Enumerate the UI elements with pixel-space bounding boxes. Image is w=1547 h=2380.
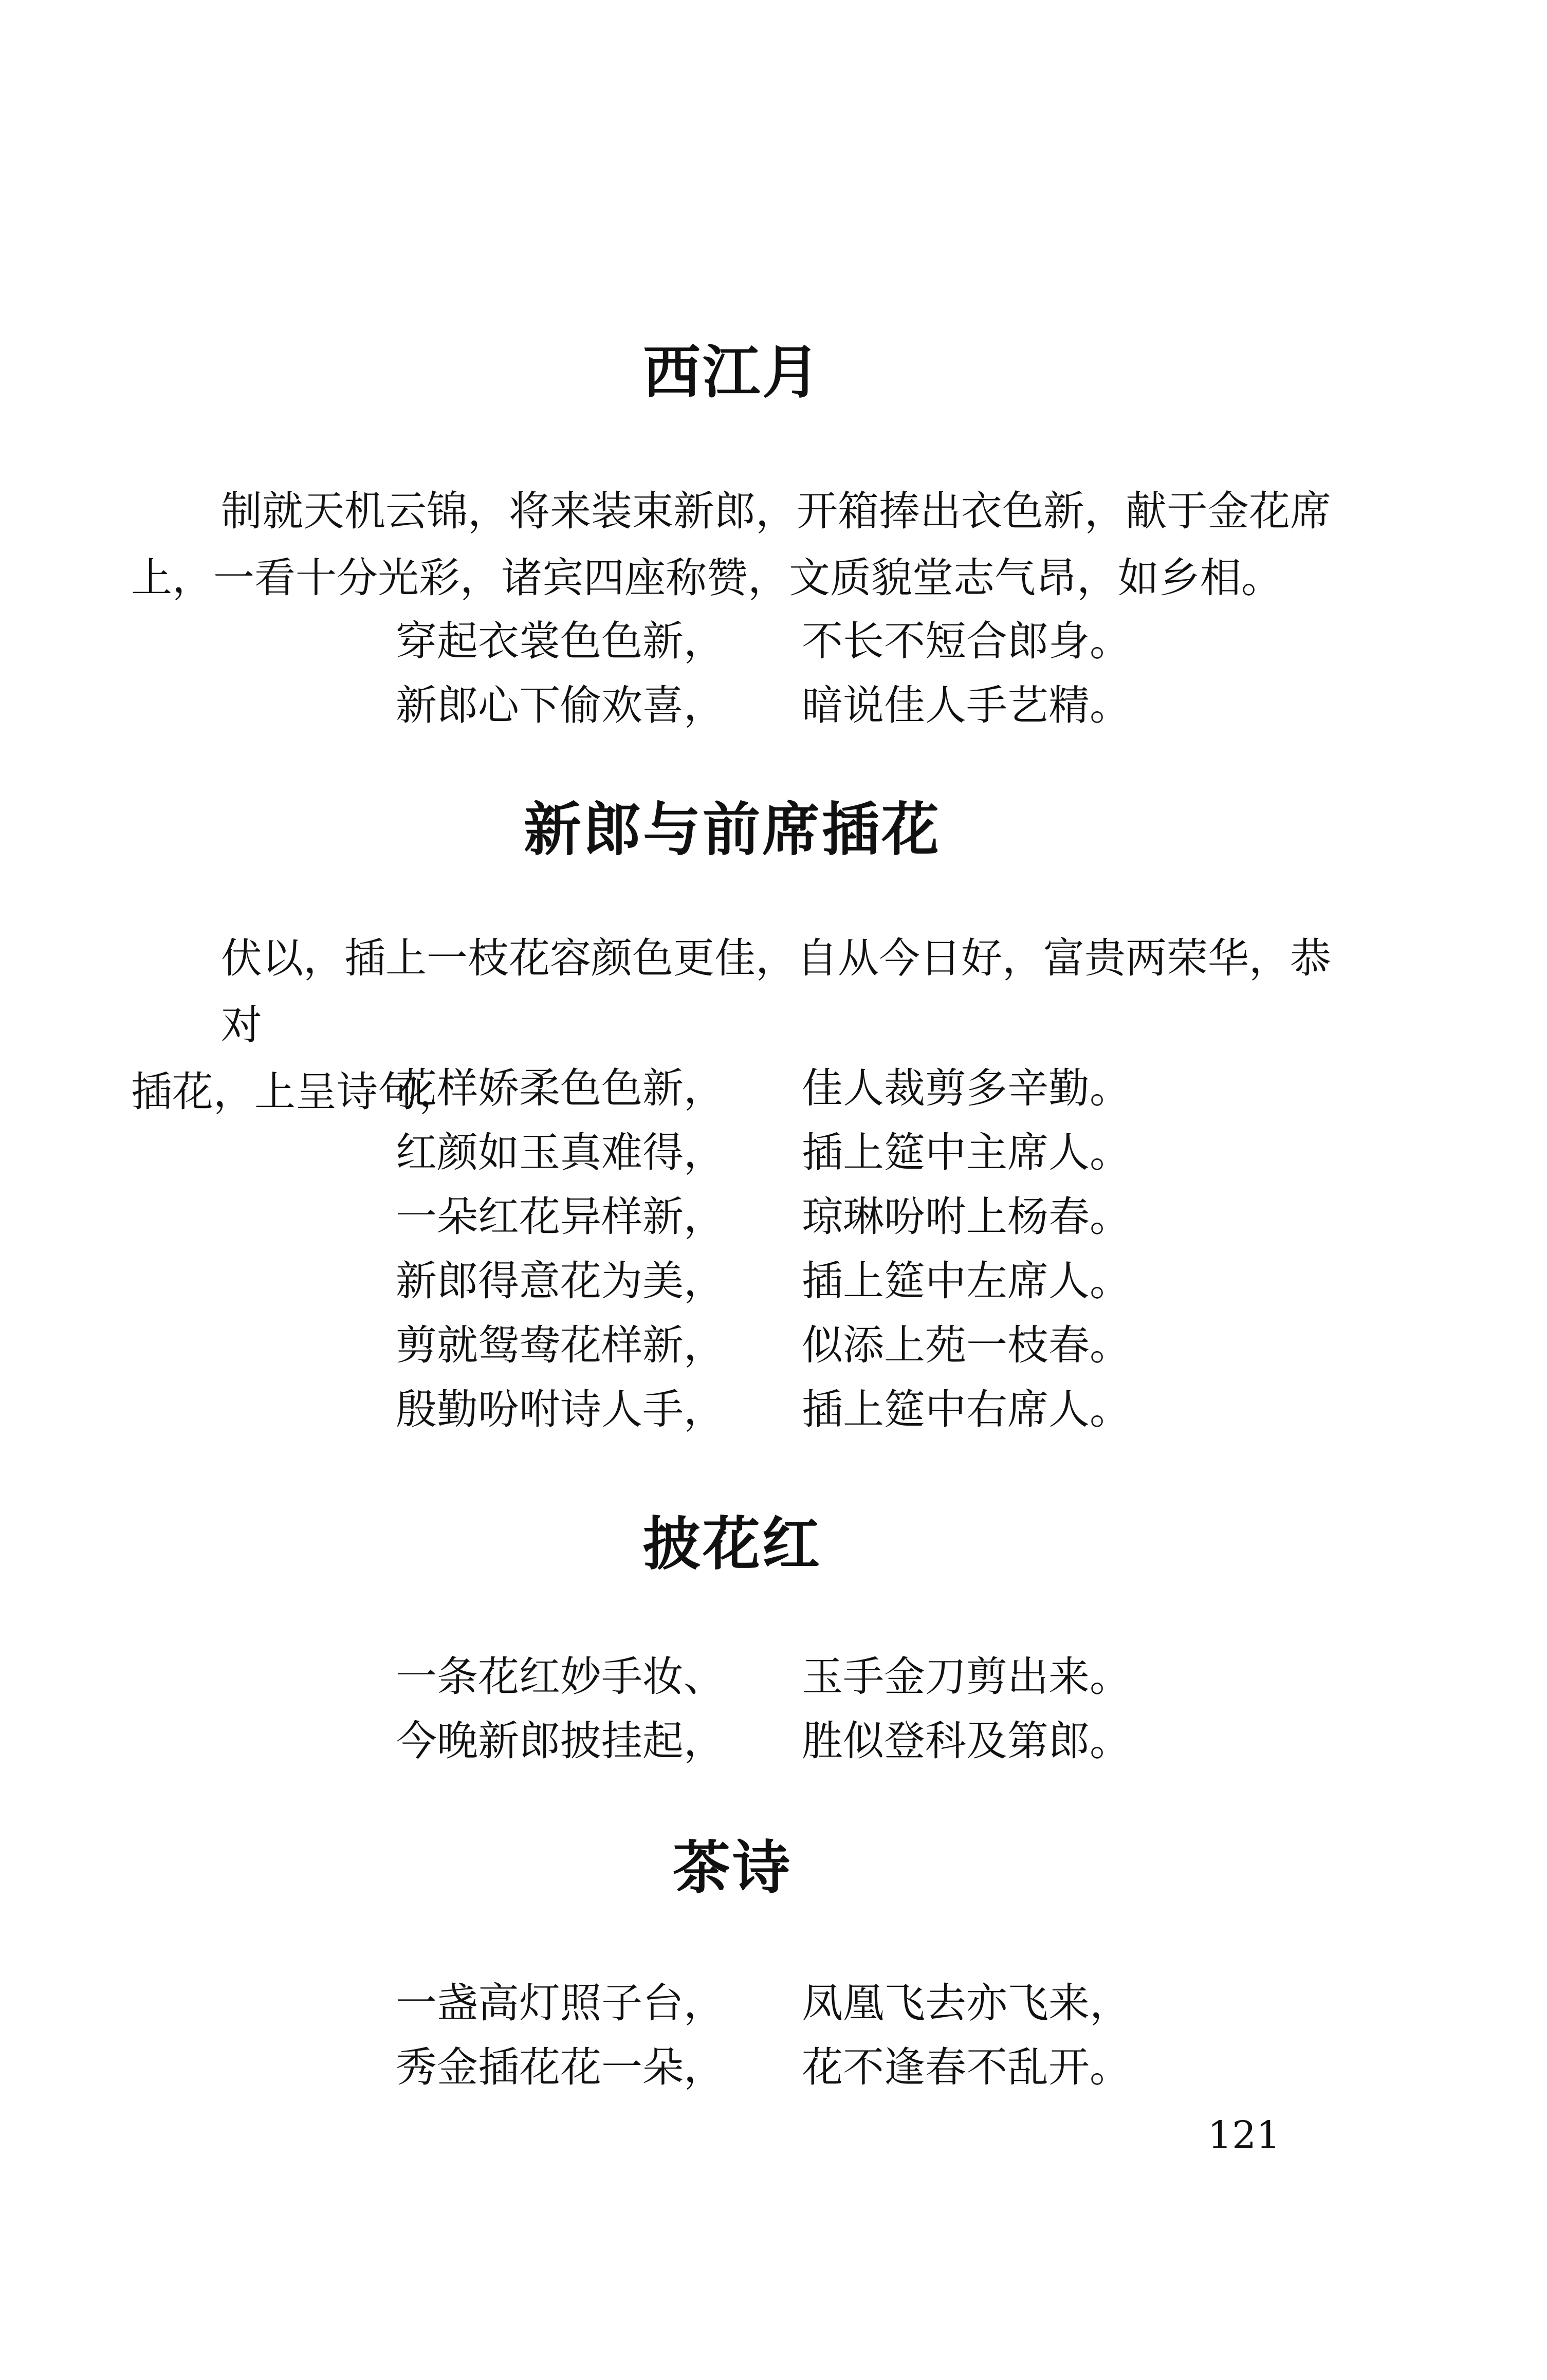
verse-line	[396, 1249, 1269, 1313]
verse-line	[396, 1377, 1269, 1442]
verse-line	[396, 1709, 1269, 1773]
prose-line: 上，一看十分光彩，诸宾四座称赞，文质貌堂志气昂，如乡相。	[131, 554, 1282, 602]
verse-second-half: 插上筵中主席人。	[802, 1129, 1131, 1176]
verse-line	[396, 1971, 1269, 2035]
verse-block	[396, 609, 1269, 737]
verse-second-half: 凤凰飞去亦飞来，	[802, 1979, 1131, 2027]
verse-first-half: 一盏高灯照子台，	[396, 1979, 725, 2027]
prose-line: 插花，上呈诗句，	[131, 1068, 460, 1116]
verse-line	[396, 1313, 1269, 1377]
verse-line	[396, 673, 1269, 737]
prose-line: 伏以，插上一枝花容颜色更佳，自从今日好，富贵两荣华，恭对	[221, 934, 1331, 1049]
verse-second-half: 佳人裁剪多辛勤。	[802, 1064, 1131, 1112]
page-number: 121	[1208, 2113, 1281, 2157]
verse-line	[396, 1120, 1269, 1185]
verse-second-half: 琼琳吩咐上杨春。	[802, 1193, 1131, 1241]
section-title-chahua: 新郎与前席插花	[524, 797, 941, 863]
verse-second-half: 不长不短合郎身。	[802, 617, 1131, 665]
verse-first-half: 今晚新郎披挂起，	[396, 1717, 725, 1765]
section-title-xijiangyue: 西江月	[643, 339, 822, 406]
verse-line	[396, 1645, 1269, 1709]
verse-second-half: 花不逢春不乱开。	[802, 2043, 1131, 2091]
verse-block	[396, 1645, 1269, 1773]
verse-first-half: 殷勤吩咐诗人手，	[396, 1386, 725, 1433]
prose-line: 制就天机云锦，将来装束新郎，开箱捧出衣色新，献于金花席	[221, 487, 1331, 535]
verse-second-half: 似添上苑一枝春。	[802, 1321, 1131, 1369]
verse-second-half: 插上筵中左席人。	[802, 1257, 1131, 1305]
verse-first-half: 穿起衣裳色色新，	[396, 617, 725, 665]
verse-second-half: 暗说佳人手艺精。	[802, 681, 1131, 729]
verse-line	[396, 1185, 1269, 1249]
verse-first-half: 一条花红妙手妆、	[396, 1653, 725, 1701]
verse-first-half: 一朵红花异样新，	[396, 1193, 725, 1241]
verse-second-half: 玉手金刀剪出来。	[802, 1653, 1131, 1701]
section-title-chashi: 茶诗	[673, 1835, 792, 1902]
verse-first-half: 剪就鸳鸯花样新，	[396, 1321, 725, 1369]
verse-line	[396, 609, 1269, 673]
verse-line	[396, 1056, 1269, 1120]
verse-first-half: 新郎得意花为美，	[396, 1257, 725, 1305]
verse-block	[396, 1056, 1269, 1442]
verse-second-half: 插上筵中右席人。	[802, 1386, 1131, 1433]
verse-first-half: 秀金插花花一朵，	[396, 2043, 725, 2091]
verse-first-half: 新郎心下偷欢喜，	[396, 681, 725, 729]
verse-line	[396, 2035, 1269, 2099]
verse-second-half: 胜似登科及第郎。	[802, 1717, 1131, 1765]
section-title-pihuahong: 披花红	[643, 1511, 822, 1578]
verse-block	[396, 1971, 1269, 2099]
verse-first-half: 花样娇柔色色新，	[396, 1064, 725, 1112]
verse-first-half: 红颜如玉真难得，	[396, 1129, 725, 1176]
prose-paragraph	[131, 478, 1344, 612]
